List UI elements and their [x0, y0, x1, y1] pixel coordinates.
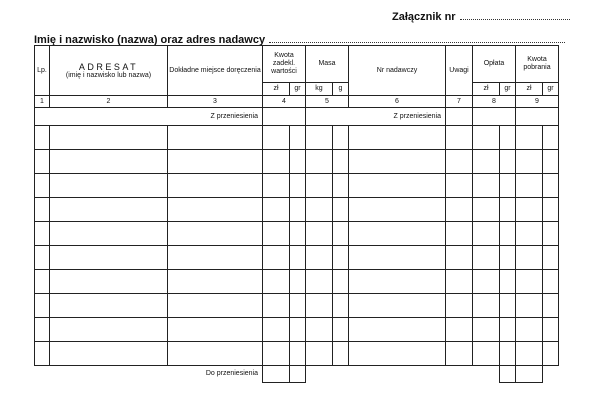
entry-cell[interactable] [349, 222, 446, 246]
entry-cell[interactable] [50, 246, 168, 270]
entry-cell[interactable] [35, 150, 50, 174]
entry-cell[interactable] [306, 222, 333, 246]
sub-gr: gr [290, 83, 306, 96]
sub-gr: gr [543, 83, 559, 96]
entry-cell[interactable] [306, 342, 333, 366]
entry-cell[interactable] [543, 150, 559, 174]
entry-cell[interactable] [168, 318, 263, 342]
entry-cell[interactable] [35, 318, 50, 342]
table-row [35, 174, 559, 198]
entry-cell[interactable] [333, 270, 349, 294]
entry-cell[interactable] [168, 198, 263, 222]
entry-cell[interactable] [473, 198, 500, 222]
entry-cell[interactable] [50, 174, 168, 198]
column-number: 4 [263, 96, 306, 108]
header-masa: Masa [306, 46, 349, 83]
entry-cell[interactable] [500, 294, 516, 318]
table-row [35, 246, 559, 270]
entry-cell[interactable] [168, 246, 263, 270]
entry-cell[interactable] [35, 174, 50, 198]
carry-forward-value[interactable] [473, 108, 516, 126]
entry-cell[interactable] [333, 246, 349, 270]
entry-cell[interactable] [543, 198, 559, 222]
entry-cell[interactable] [446, 150, 473, 174]
entry-cell[interactable] [290, 318, 306, 342]
entry-cell[interactable] [349, 342, 446, 366]
header-kwota-zadekl: Kwota zadekl. wartości [263, 46, 306, 83]
entry-cell[interactable] [306, 126, 333, 150]
entry-cell[interactable] [543, 174, 559, 198]
entry-cell[interactable] [500, 198, 516, 222]
entry-cell[interactable] [543, 318, 559, 342]
entry-cell[interactable] [35, 126, 50, 150]
table-row [35, 198, 559, 222]
entry-cell[interactable] [35, 294, 50, 318]
entry-cell[interactable] [35, 342, 50, 366]
entry-cell[interactable] [168, 222, 263, 246]
entry-cell[interactable] [306, 318, 333, 342]
sub-g: g [333, 83, 349, 96]
entry-cell[interactable] [473, 342, 500, 366]
empty-cell [543, 366, 559, 383]
entry-cell[interactable] [35, 198, 50, 222]
entry-cell[interactable] [35, 246, 50, 270]
column-number: 5 [306, 96, 349, 108]
column-number: 2 [50, 96, 168, 108]
entry-cell[interactable] [500, 150, 516, 174]
entry-cell[interactable] [446, 174, 473, 198]
sender-field[interactable] [269, 33, 565, 43]
entry-cell[interactable] [50, 198, 168, 222]
entry-cell[interactable] [349, 294, 446, 318]
header-kwota-pobrania: Kwota pobrania [516, 46, 559, 83]
entry-cell[interactable] [446, 294, 473, 318]
entry-cell[interactable] [263, 150, 290, 174]
carry-forward-row [35, 108, 559, 126]
adresat-subtitle: (imię i nazwisko lub nazwa) [65, 71, 152, 79]
entry-cell[interactable] [516, 270, 543, 294]
carry-forward-value[interactable] [516, 108, 559, 126]
sub-zl: zł [516, 83, 543, 96]
entry-cell[interactable] [333, 198, 349, 222]
entry-cell[interactable] [516, 150, 543, 174]
carry-to-zl[interactable] [500, 366, 516, 383]
entry-cell[interactable] [263, 198, 290, 222]
carry-forward-label-2: Z przeniesienia [306, 108, 446, 126]
entry-cell[interactable] [543, 270, 559, 294]
table-row [35, 270, 559, 294]
attachment-number-line [392, 10, 570, 23]
entry-cell[interactable] [263, 174, 290, 198]
entry-cell[interactable] [349, 318, 446, 342]
entry-cell[interactable] [333, 150, 349, 174]
entry-cell[interactable] [516, 198, 543, 222]
sender-label: Imię i nazwisko (nazwa) oraz adres nadawcy [34, 34, 266, 46]
carry-to-label: Do przeniesienia [205, 370, 258, 378]
entry-cell[interactable] [516, 174, 543, 198]
entry-cell[interactable] [50, 222, 168, 246]
entry-cell[interactable] [516, 294, 543, 318]
entry-cell[interactable] [306, 174, 333, 198]
entry-cell[interactable] [446, 270, 473, 294]
entry-cell[interactable] [290, 126, 306, 150]
header-adresat [50, 46, 168, 96]
entry-cell[interactable] [50, 270, 168, 294]
empty-cell [446, 108, 473, 126]
entry-cell[interactable] [306, 294, 333, 318]
table-row [35, 150, 559, 174]
entry-cell[interactable] [333, 318, 349, 342]
carry-to-gr[interactable] [290, 366, 306, 383]
table-row [35, 222, 559, 246]
column-number: 6 [349, 96, 446, 108]
entry-cell[interactable] [516, 246, 543, 270]
entry-cell[interactable] [349, 126, 446, 150]
entry-cell[interactable] [50, 318, 168, 342]
entry-cell[interactable] [306, 270, 333, 294]
entry-cell[interactable] [263, 342, 290, 366]
entry-cell[interactable] [168, 174, 263, 198]
sub-gr: gr [500, 83, 516, 96]
entry-cell[interactable] [333, 294, 349, 318]
entry-cell[interactable] [446, 246, 473, 270]
entry-cell[interactable] [473, 270, 500, 294]
column-number: 9 [516, 96, 559, 108]
entry-cell[interactable] [516, 222, 543, 246]
entry-cell[interactable] [349, 270, 446, 294]
entry-cell[interactable] [500, 318, 516, 342]
entry-cell[interactable] [290, 246, 306, 270]
entry-cell[interactable] [349, 246, 446, 270]
entry-cell[interactable] [333, 174, 349, 198]
sub-kg: kg [306, 83, 333, 96]
table-row [35, 342, 559, 366]
attachment-number-field[interactable] [460, 10, 570, 20]
entry-cell[interactable] [500, 270, 516, 294]
entry-cell[interactable] [333, 222, 349, 246]
entry-cell[interactable] [306, 150, 333, 174]
column-number: 7 [446, 96, 473, 108]
entry-cell[interactable] [306, 198, 333, 222]
table-row [35, 294, 559, 318]
table-row [35, 318, 559, 342]
carry-to-gr[interactable] [516, 366, 543, 383]
header-lp: Lp. [35, 46, 50, 96]
entry-cell[interactable] [168, 294, 263, 318]
entry-cell[interactable] [263, 270, 290, 294]
entry-cell[interactable] [543, 246, 559, 270]
entry-cell[interactable] [500, 342, 516, 366]
entry-cell[interactable] [446, 222, 473, 246]
entry-cell[interactable] [500, 246, 516, 270]
mailing-list-table [34, 45, 559, 383]
entry-cell[interactable] [50, 342, 168, 366]
entry-cell[interactable] [516, 126, 543, 150]
entry-cell[interactable] [473, 126, 500, 150]
entry-cell[interactable] [349, 198, 446, 222]
carry-forward-label-1: Z przeniesienia [35, 108, 263, 126]
entry-cell[interactable] [473, 222, 500, 246]
entry-cell[interactable] [473, 318, 500, 342]
entry-cell[interactable] [290, 174, 306, 198]
adresat-title: ADRESAT [78, 61, 139, 72]
entry-cell[interactable] [168, 270, 263, 294]
entry-cell[interactable] [290, 198, 306, 222]
entry-cell[interactable] [263, 126, 290, 150]
entry-cell[interactable] [263, 222, 290, 246]
entry-cell[interactable] [290, 270, 306, 294]
column-number: 3 [168, 96, 263, 108]
entry-cell[interactable] [446, 198, 473, 222]
entry-cell[interactable] [473, 174, 500, 198]
entry-cell[interactable] [333, 126, 349, 150]
entry-cell[interactable] [263, 294, 290, 318]
entry-cell[interactable] [263, 318, 290, 342]
entry-cell[interactable] [168, 150, 263, 174]
entry-cell[interactable] [473, 150, 500, 174]
entry-cell[interactable] [50, 126, 168, 150]
entry-cell[interactable] [168, 342, 263, 366]
entry-cell[interactable] [516, 318, 543, 342]
entry-cell[interactable] [349, 150, 446, 174]
empty-cell [306, 366, 500, 383]
entry-cell[interactable] [543, 294, 559, 318]
entry-cell[interactable] [50, 294, 168, 318]
entry-cell[interactable] [290, 222, 306, 246]
table-row [35, 126, 559, 150]
entry-cell[interactable] [50, 150, 168, 174]
entry-cell[interactable] [349, 174, 446, 198]
entry-cell[interactable] [35, 270, 50, 294]
entry-cell[interactable] [543, 222, 559, 246]
sub-zl: zł [263, 83, 290, 96]
entry-cell[interactable] [290, 150, 306, 174]
carry-forward-value[interactable] [263, 108, 306, 126]
entry-cell[interactable] [500, 174, 516, 198]
entry-cell[interactable] [500, 126, 516, 150]
column-number: 1 [35, 96, 50, 108]
entry-cell[interactable] [543, 126, 559, 150]
column-number: 8 [473, 96, 516, 108]
entry-cell[interactable] [35, 222, 50, 246]
entry-cell[interactable] [306, 246, 333, 270]
entry-cell[interactable] [290, 294, 306, 318]
header-nr-nadawczy: Nr nadawczy [349, 46, 446, 96]
entry-cell[interactable] [263, 246, 290, 270]
entry-cell[interactable] [446, 126, 473, 150]
entry-cell[interactable] [333, 342, 349, 366]
entry-cell[interactable] [516, 342, 543, 366]
entry-cell[interactable] [543, 342, 559, 366]
entry-cell[interactable] [473, 246, 500, 270]
entry-cell[interactable] [168, 126, 263, 150]
header-miejsce: Dokładne miejsce doręczenia [168, 46, 263, 96]
header-oplata: Opłata [473, 46, 516, 83]
entry-cell[interactable] [473, 294, 500, 318]
entry-cell[interactable] [500, 222, 516, 246]
carry-to-zl[interactable] [263, 366, 290, 383]
entry-cell[interactable] [290, 342, 306, 366]
header-uwagi: Uwagi [446, 46, 473, 96]
entry-cell[interactable] [446, 318, 473, 342]
attachment-label: Załącznik nr [392, 11, 456, 23]
entry-cell[interactable] [446, 342, 473, 366]
sub-zl: zł [473, 83, 500, 96]
carry-to-row [35, 366, 559, 383]
